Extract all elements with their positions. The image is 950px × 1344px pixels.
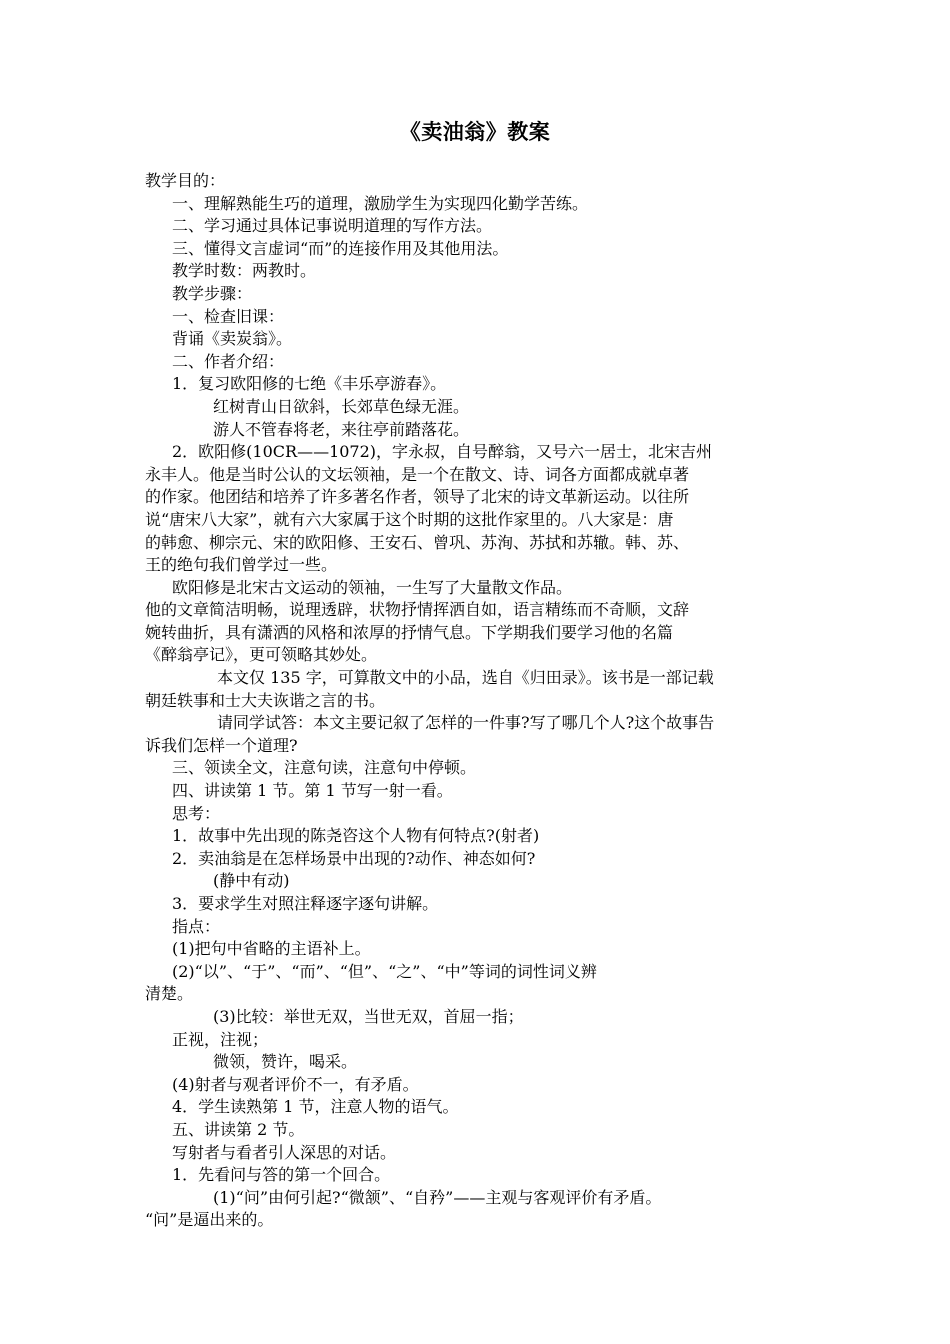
text-line: (4)射者与观者评价不一，有矛盾。	[172, 1074, 419, 1094]
text-line: (3)比较：举世无双，当世无双，首屈一指；	[213, 1006, 524, 1026]
text-line: 婉转曲折，具有潇洒的风格和浓厚的抒情气息。下学期我们要学习他的名篇	[145, 622, 674, 642]
text-line: 诉我们怎样一个道理?	[145, 735, 298, 755]
text-line: 说“唐宋八大家”，就有六大家属于这个时期的这批作家里的。八大家是：唐	[145, 509, 674, 529]
text-line: 五、讲读第 2 节。	[172, 1119, 305, 1139]
text-line: 正视，注视；	[172, 1029, 269, 1049]
text-line: 背诵《卖炭翁》。	[172, 329, 293, 349]
text-line: 红树青山日欲斜，长郊草色绿无涯。	[213, 396, 470, 416]
text-line: (1)把句中省略的主语补上。	[172, 939, 371, 959]
text-line: 二、学习通过具体记事说明道理的写作方法。	[172, 216, 493, 236]
text-line: 一、检查旧课：	[172, 306, 285, 326]
text-line: 清楚。	[145, 984, 194, 1004]
text-line: 2．卖油翁是在怎样场景中出现的?动作、神态如何?	[172, 848, 536, 868]
text-line: 1．先看问与答的第一个回合。	[172, 1165, 391, 1185]
text-line: 教学目的：	[145, 171, 226, 190]
text-line: 永丰人。他是当时公认的文坛领袖，是一个在散文、诗、词各方面都成就卓著	[145, 464, 690, 484]
text-line: 教学步骤：	[172, 283, 253, 303]
text-line: 1．复习欧阳修的七绝《丰乐亭游春》。	[172, 374, 447, 394]
text-line: 2．欧阳修(10CR——1072)，字永叔，自号醉翁，又号六一居士，北宋吉州	[172, 442, 713, 462]
text-line: 他的文章简洁明畅，说理透辟，状物抒情挥洒自如，语言精练而不奇顺，文辞	[145, 600, 690, 620]
text-line: (2)“以”、“于”、“而”、“但”、“之”、“中”等词的词性词义辨	[172, 961, 597, 981]
text-line: 四、讲读第 1 节。第 1 节写一射一看。	[172, 781, 453, 801]
text-line: 请同学试答：本文主要记叙了怎样的一件事?写了哪几个人?这个故事告	[217, 713, 715, 733]
text-line: 三、领读全文，注意句读，注意句中停顿。	[172, 758, 477, 778]
text-line: 的作家。他团结和培养了许多著名作者，领导了北宋的诗文革新运动。以往所	[145, 487, 690, 507]
text-line: 朝廷轶事和士大夫诙谐之言的书。	[145, 690, 386, 710]
text-line: 指点：	[172, 916, 221, 936]
document-body	[145, 170, 810, 1232]
text-line: 微领，赞许，喝采。	[213, 1052, 358, 1072]
text-line: 三、懂得文言虚词“而”的连接作用及其他用法。	[172, 238, 509, 258]
document-title: 《卖油翁》教案	[399, 120, 551, 144]
text-line: 3．要求学生对照注释逐字逐句讲解。	[172, 894, 439, 913]
text-line: 思考：	[172, 803, 221, 823]
text-line: 王的绝句我们曾学过一些。	[145, 555, 338, 575]
text-line: 二、作者介绍：	[172, 351, 285, 371]
text-line: 《醉翁亭记》，更可领略其妙处。	[145, 645, 378, 665]
text-line: 一、理解熟能生巧的道理，激励学生为实现四化勤学苦练。	[172, 193, 589, 213]
text-line: 的韩愈、柳宗元、宋的欧阳修、王安石、曾巩、苏洵、苏拭和苏辙。韩、苏、	[145, 532, 690, 552]
text-line: 4．学生读熟第 1 节，注意人物的语气。	[172, 1097, 459, 1117]
text-line: 游人不管春将老，来往亭前踏落花。	[213, 419, 470, 439]
text-line: 本文仅 135 字，可算散文中的小品，选自《归田录》。该书是一部记载	[217, 668, 714, 688]
text-line: 1．故事中先出现的陈尧咨这个人物有何特点?(射者)	[172, 826, 540, 846]
text-line: (1)“问”由何引起?“微颔”、“自矜”——主观与客观评价有矛盾。	[213, 1187, 662, 1207]
text-line: 教学时数：两教时。	[172, 261, 317, 281]
text-line: 写射者与看者引人深思的对话。	[172, 1142, 397, 1162]
text-line: (静中有动)	[213, 871, 290, 891]
text-line: “问”是逼出来的。	[145, 1210, 274, 1230]
text-line: 欧阳修是北宋古文运动的领袖，一生写了大量散文作品。	[172, 577, 573, 597]
